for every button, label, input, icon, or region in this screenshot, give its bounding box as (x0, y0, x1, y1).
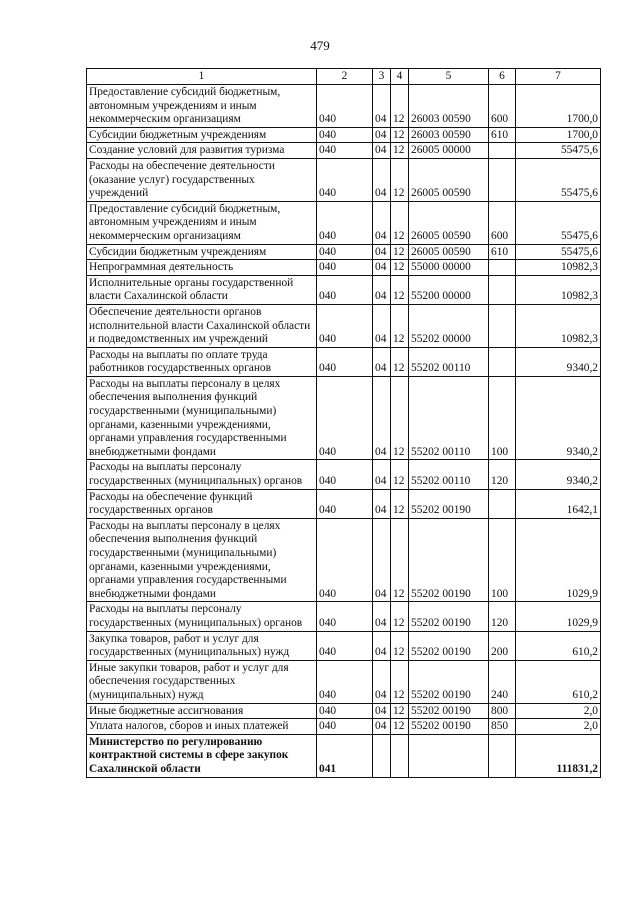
expense-type-cell: 600 (489, 85, 516, 128)
row-name-cell: Расходы на обеспечение функций государственных органов (87, 489, 317, 518)
amount-cell: 2,0 (516, 719, 601, 735)
target-article-cell: 26005 00000 (409, 143, 489, 159)
row-name-cell: Непрограммная деятельность (87, 260, 317, 276)
expense-type-cell: 120 (489, 460, 516, 489)
section-cell: 04 (373, 719, 391, 735)
table-row (87, 719, 601, 735)
target-article-cell: 55202 00190 (409, 489, 489, 518)
amount-cell: 9340,2 (516, 347, 601, 376)
amount-cell: 10982,3 (516, 275, 601, 304)
subsection-cell: 12 (391, 260, 409, 276)
subsection-cell: 12 (391, 602, 409, 631)
amount-cell: 1700,0 (516, 127, 601, 143)
table-row (87, 158, 601, 201)
section-cell: 04 (373, 201, 391, 244)
subsection-cell: 12 (391, 660, 409, 703)
table-row (87, 631, 601, 660)
ministry-code-cell: 040 (317, 631, 373, 660)
row-name-cell: Предоставление субсидий бюджетным, автономным учреждениям и иным некоммерческим организациям (87, 85, 317, 128)
subsection-cell: 12 (391, 85, 409, 128)
expense-type-cell (489, 489, 516, 518)
ministry-code-cell: 040 (317, 260, 373, 276)
table-row (87, 304, 601, 347)
subsection-cell: 12 (391, 518, 409, 602)
amount-cell: 55475,6 (516, 158, 601, 201)
subsection-cell: 12 (391, 127, 409, 143)
row-name-cell: Иные бюджетные ассигнования (87, 703, 317, 719)
section-cell: 04 (373, 260, 391, 276)
amount-cell: 55475,6 (516, 143, 601, 159)
subsection-cell: 12 (391, 304, 409, 347)
expense-type-cell: 600 (489, 201, 516, 244)
ministry-code-cell: 040 (317, 244, 373, 260)
section-cell: 04 (373, 518, 391, 602)
row-name-cell: Расходы на выплаты персоналу государственных (муниципальных) органов (87, 602, 317, 631)
target-article-cell (409, 734, 489, 777)
ministry-code-cell: 040 (317, 201, 373, 244)
section-cell: 04 (373, 631, 391, 660)
ministry-code-cell: 040 (317, 660, 373, 703)
subsection-cell: 12 (391, 143, 409, 159)
row-name-cell: Исполнительные органы государственной власти Сахалинской области (87, 275, 317, 304)
table-row (87, 143, 601, 159)
target-article-cell: 55202 00190 (409, 631, 489, 660)
target-article-cell: 55202 00000 (409, 304, 489, 347)
table-row (87, 260, 601, 276)
ministry-code-cell: 040 (317, 703, 373, 719)
section-cell: 04 (373, 244, 391, 260)
target-article-cell: 55202 00110 (409, 347, 489, 376)
target-article-cell: 55200 00000 (409, 275, 489, 304)
row-name-cell: Закупка товаров, работ и услуг для государственных (муниципальных) нужд (87, 631, 317, 660)
row-name-cell: Субсидии бюджетным учреждениям (87, 127, 317, 143)
amount-cell: 1029,9 (516, 602, 601, 631)
amount-cell: 2,0 (516, 703, 601, 719)
expense-type-cell (489, 158, 516, 201)
ministry-code-cell: 040 (317, 719, 373, 735)
column-header-4: 4 (391, 69, 409, 85)
target-article-cell: 55202 00190 (409, 703, 489, 719)
budget-table (86, 68, 601, 778)
ministry-code-cell: 041 (317, 734, 373, 777)
ministry-code-cell: 040 (317, 347, 373, 376)
target-article-cell: 55202 00190 (409, 518, 489, 602)
ministry-code-cell: 040 (317, 275, 373, 304)
table-row (87, 85, 601, 128)
target-article-cell: 26005 00590 (409, 158, 489, 201)
expense-type-cell (489, 347, 516, 376)
section-cell: 04 (373, 460, 391, 489)
ministry-code-cell: 040 (317, 304, 373, 347)
column-header-5: 5 (409, 69, 489, 85)
table-row (87, 347, 601, 376)
row-name-cell: Расходы на выплаты по оплате труда работников государственных органов (87, 347, 317, 376)
subsection-cell: 12 (391, 201, 409, 244)
row-name-cell: Иные закупки товаров, работ и услуг для обеспечения государственных (муниципальных) нужд (87, 660, 317, 703)
expense-type-cell: 610 (489, 244, 516, 260)
table-row (87, 460, 601, 489)
ministry-code-cell: 040 (317, 460, 373, 489)
ministry-code-cell: 040 (317, 158, 373, 201)
row-name-cell: Создание условий для развития туризма (87, 143, 317, 159)
amount-cell: 10982,3 (516, 260, 601, 276)
table-row (87, 734, 601, 777)
column-header-7: 7 (516, 69, 601, 85)
section-cell: 04 (373, 489, 391, 518)
target-article-cell: 55202 00190 (409, 719, 489, 735)
section-cell: 04 (373, 127, 391, 143)
section-cell: 04 (373, 304, 391, 347)
section-cell: 04 (373, 143, 391, 159)
table-row (87, 275, 601, 304)
target-article-cell: 55202 00190 (409, 602, 489, 631)
target-article-cell: 26003 00590 (409, 85, 489, 128)
subsection-cell: 12 (391, 719, 409, 735)
page-number: 479 (310, 38, 330, 53)
amount-cell: 1642,1 (516, 489, 601, 518)
subsection-cell: 12 (391, 275, 409, 304)
amount-cell: 1700,0 (516, 85, 601, 128)
expense-type-cell (489, 260, 516, 276)
amount-cell: 111831,2 (516, 734, 601, 777)
expense-type-cell (489, 275, 516, 304)
ministry-code-cell: 040 (317, 602, 373, 631)
amount-cell: 55475,6 (516, 201, 601, 244)
expense-type-cell: 240 (489, 660, 516, 703)
ministry-code-cell: 040 (317, 518, 373, 602)
amount-cell: 10982,3 (516, 304, 601, 347)
ministry-code-cell: 040 (317, 143, 373, 159)
subsection-cell: 12 (391, 703, 409, 719)
section-cell (373, 734, 391, 777)
subsection-cell: 12 (391, 347, 409, 376)
subsection-cell: 12 (391, 244, 409, 260)
target-article-cell: 55202 00110 (409, 460, 489, 489)
section-cell: 04 (373, 85, 391, 128)
row-name-cell: Обеспечение деятельности органов исполнительной власти Сахалинской области и подведомственных им учреждений (87, 304, 317, 347)
expense-type-cell: 100 (489, 376, 516, 460)
row-name-cell: Расходы на обеспечение деятельности (оказание услуг) государственных учреждений (87, 158, 317, 201)
ministry-code-cell: 040 (317, 376, 373, 460)
amount-cell: 1029,9 (516, 518, 601, 602)
target-article-cell: 26005 00590 (409, 201, 489, 244)
column-header-2: 2 (317, 69, 373, 85)
ministry-code-cell: 040 (317, 127, 373, 143)
section-cell: 04 (373, 602, 391, 631)
expense-type-cell: 610 (489, 127, 516, 143)
expense-type-cell: 120 (489, 602, 516, 631)
subsection-cell: 12 (391, 460, 409, 489)
expense-type-cell: 200 (489, 631, 516, 660)
row-name-cell: Министерство по регулированию контрактной системы в сфере закупок Сахалинской области (87, 734, 317, 777)
amount-cell: 9340,2 (516, 460, 601, 489)
ministry-code-cell: 040 (317, 85, 373, 128)
table-row (87, 127, 601, 143)
header-row (87, 69, 601, 85)
expense-type-cell: 100 (489, 518, 516, 602)
column-header-1: 1 (87, 69, 317, 85)
subsection-cell (391, 734, 409, 777)
table-row (87, 703, 601, 719)
table-row (87, 489, 601, 518)
section-cell: 04 (373, 158, 391, 201)
subsection-cell: 12 (391, 489, 409, 518)
target-article-cell: 55202 00190 (409, 660, 489, 703)
target-article-cell: 26005 00590 (409, 244, 489, 260)
target-article-cell: 55000 00000 (409, 260, 489, 276)
expense-type-cell (489, 304, 516, 347)
target-article-cell: 26003 00590 (409, 127, 489, 143)
table-row (87, 376, 601, 460)
row-name-cell: Расходы на выплаты персоналу в целях обеспечения выполнения функций государственными (муниципальными) органами, казенными учреждениями, органами управления государственными внебюджетными фондами (87, 376, 317, 460)
row-name-cell: Расходы на выплаты персоналу государственных (муниципальных) органов (87, 460, 317, 489)
subsection-cell: 12 (391, 158, 409, 201)
table-body (87, 69, 601, 778)
expense-type-cell (489, 734, 516, 777)
section-cell: 04 (373, 703, 391, 719)
subsection-cell: 12 (391, 631, 409, 660)
expense-type-cell: 800 (489, 703, 516, 719)
expense-type-cell: 850 (489, 719, 516, 735)
row-name-cell: Уплата налогов, сборов и иных платежей (87, 719, 317, 735)
amount-cell: 610,2 (516, 631, 601, 660)
section-cell: 04 (373, 376, 391, 460)
row-name-cell: Субсидии бюджетным учреждениям (87, 244, 317, 260)
table-row (87, 244, 601, 260)
column-header-3: 3 (373, 69, 391, 85)
table-row (87, 602, 601, 631)
table-row (87, 660, 601, 703)
subsection-cell: 12 (391, 376, 409, 460)
column-header-6: 6 (489, 69, 516, 85)
table-row (87, 518, 601, 602)
amount-cell: 9340,2 (516, 376, 601, 460)
amount-cell: 610,2 (516, 660, 601, 703)
ministry-code-cell: 040 (317, 489, 373, 518)
section-cell: 04 (373, 275, 391, 304)
row-name-cell: Предоставление субсидий бюджетным, автономным учреждениям и иным некоммерческим организациям (87, 201, 317, 244)
section-cell: 04 (373, 347, 391, 376)
target-article-cell: 55202 00110 (409, 376, 489, 460)
expense-type-cell (489, 143, 516, 159)
amount-cell: 55475,6 (516, 244, 601, 260)
row-name-cell: Расходы на выплаты персоналу в целях обеспечения выполнения функций государственными (муниципальными) органами, казенными учреждениями, органами управления государственными внебюджетными фондами (87, 518, 317, 602)
table-row (87, 201, 601, 244)
section-cell: 04 (373, 660, 391, 703)
